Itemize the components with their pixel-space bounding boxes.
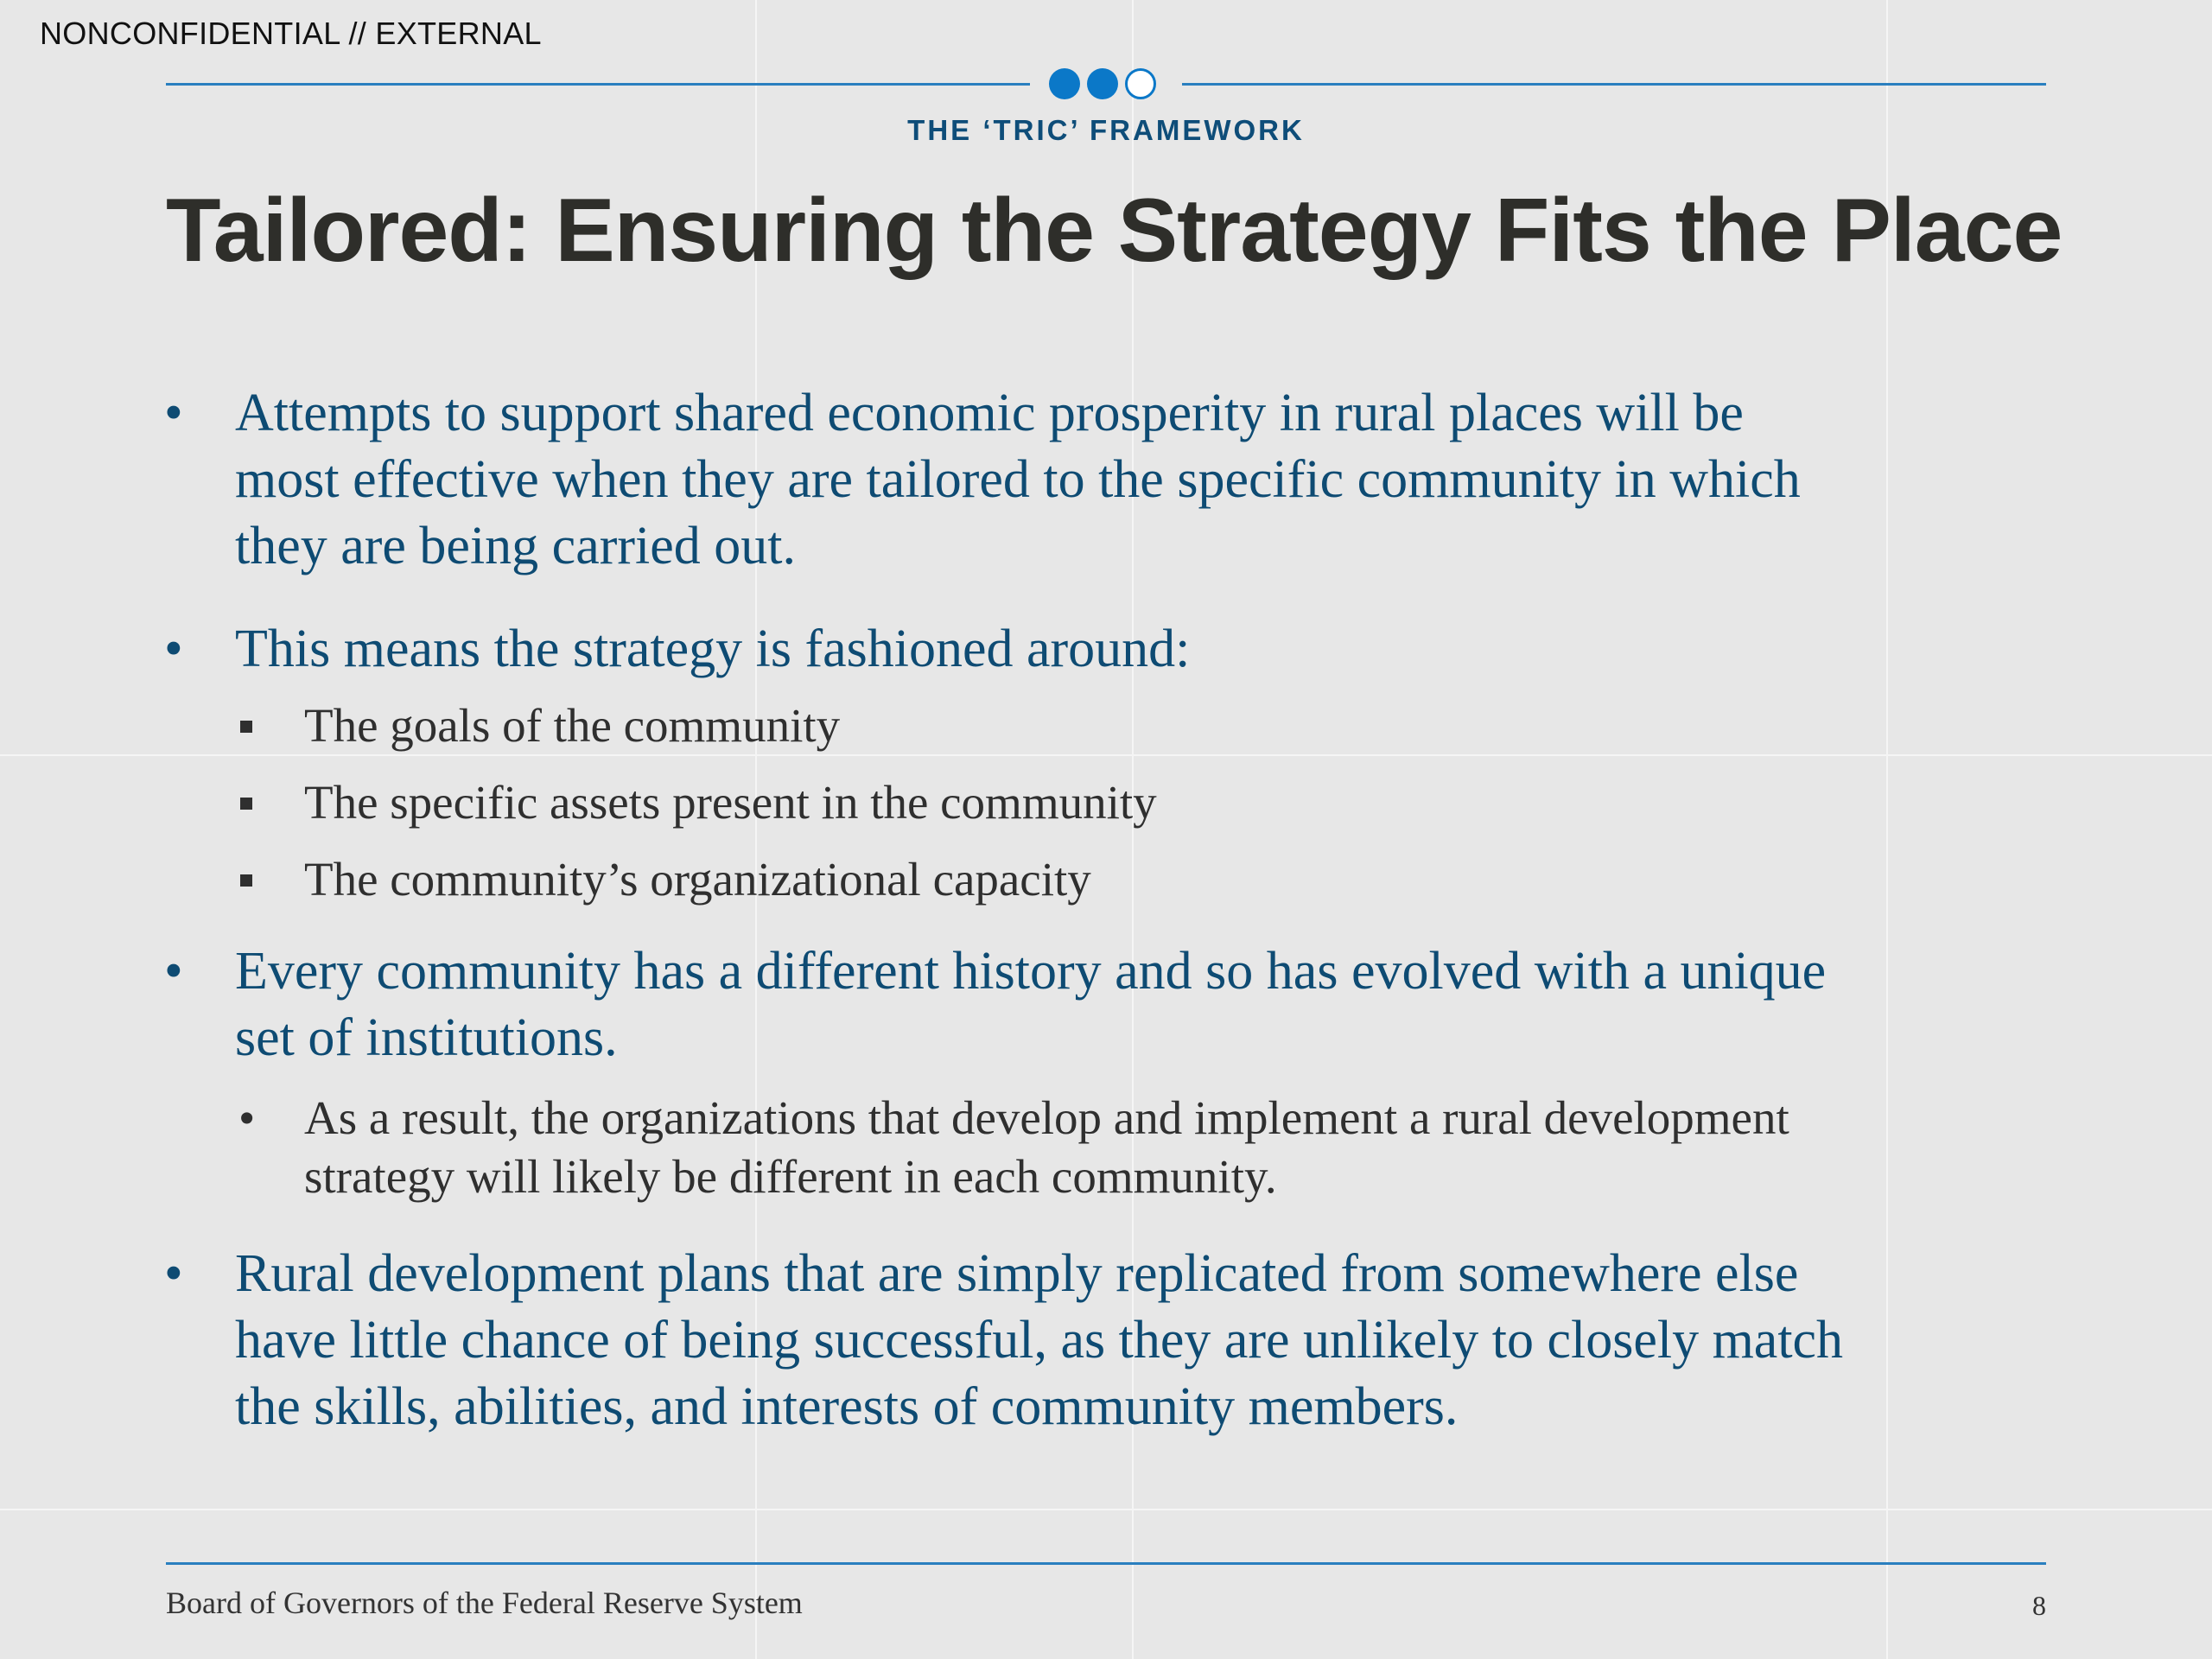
footer-rule: [166, 1562, 2046, 1565]
sub-bullet-line: As a result, the organizations that develop and implement a rural development: [304, 1091, 1789, 1144]
bullet-line: they are being carried out.: [235, 517, 796, 575]
bullet-line: Every community has a different history and so has evolved with a unique: [235, 942, 1827, 1001]
square-bullet-marker: [240, 874, 252, 887]
slide-body: [164, 380, 2065, 1440]
bullet-line: the skills, abilities, and interests of community members.: [235, 1377, 1459, 1436]
bullet-line: set of institutions.: [235, 1008, 618, 1067]
section-label: THE ‘TRIC’ FRAMEWORK: [907, 114, 1305, 146]
bullet-item: [164, 938, 2065, 1071]
footer-organization: Board of Governors of the Federal Reserve System: [166, 1586, 803, 1620]
bullet-marker: •: [164, 620, 183, 678]
bullet-line: Attempts to support shared economic prosperity in rural places will be: [235, 384, 1744, 442]
sub-bullet-line: The community’s organizational capacity: [304, 853, 1091, 906]
sub-bullet-item: [164, 1089, 2065, 1206]
sub-bullet-line: The goals of the community: [304, 699, 841, 752]
sub-bullet-marker: •: [238, 1091, 256, 1144]
bullet-item: [164, 1241, 2065, 1440]
bullet-marker: •: [164, 942, 183, 1001]
sub-bullet-line: strategy will likely be different in each community.: [304, 1150, 1277, 1203]
header-rule-right: [1182, 83, 2046, 86]
bullet-line: Rural development plans that are simply replicated from somewhere else: [235, 1244, 1799, 1303]
header-rule-left: [166, 83, 1030, 86]
progress-dot-filled: [1087, 68, 1118, 99]
progress-dot-filled: [1049, 68, 1080, 99]
bullet-marker: •: [164, 384, 183, 442]
sub-bullet-item: [164, 696, 2065, 755]
bullet-line: This means the strategy is fashioned around:: [235, 620, 1191, 678]
guide-line: [0, 1509, 2212, 1510]
sub-bullet-item: [164, 773, 2065, 832]
bullet-item: [164, 616, 2065, 683]
section-progress-indicator: [1049, 68, 1156, 99]
progress-dot-empty: [1125, 68, 1156, 99]
slide-title: Tailored: Ensuring the Strategy Fits the Place: [166, 181, 2063, 281]
page-number: 8: [2032, 1590, 2046, 1621]
classification-label: NONCONFIDENTIAL // EXTERNAL: [40, 16, 542, 51]
bullet-line: have little chance of being successful, as they are unlikely to closely match: [235, 1311, 1844, 1370]
bullet-item: [164, 380, 2065, 580]
bullet-marker: •: [164, 1244, 183, 1303]
square-bullet-marker: [240, 798, 252, 810]
sub-bullet-item: [164, 850, 2065, 909]
bullet-line: most effective when they are tailored to the specific community in which: [235, 450, 1801, 509]
square-bullet-marker: [240, 721, 252, 733]
sub-bullet-line: The specific assets present in the community: [304, 776, 1157, 829]
